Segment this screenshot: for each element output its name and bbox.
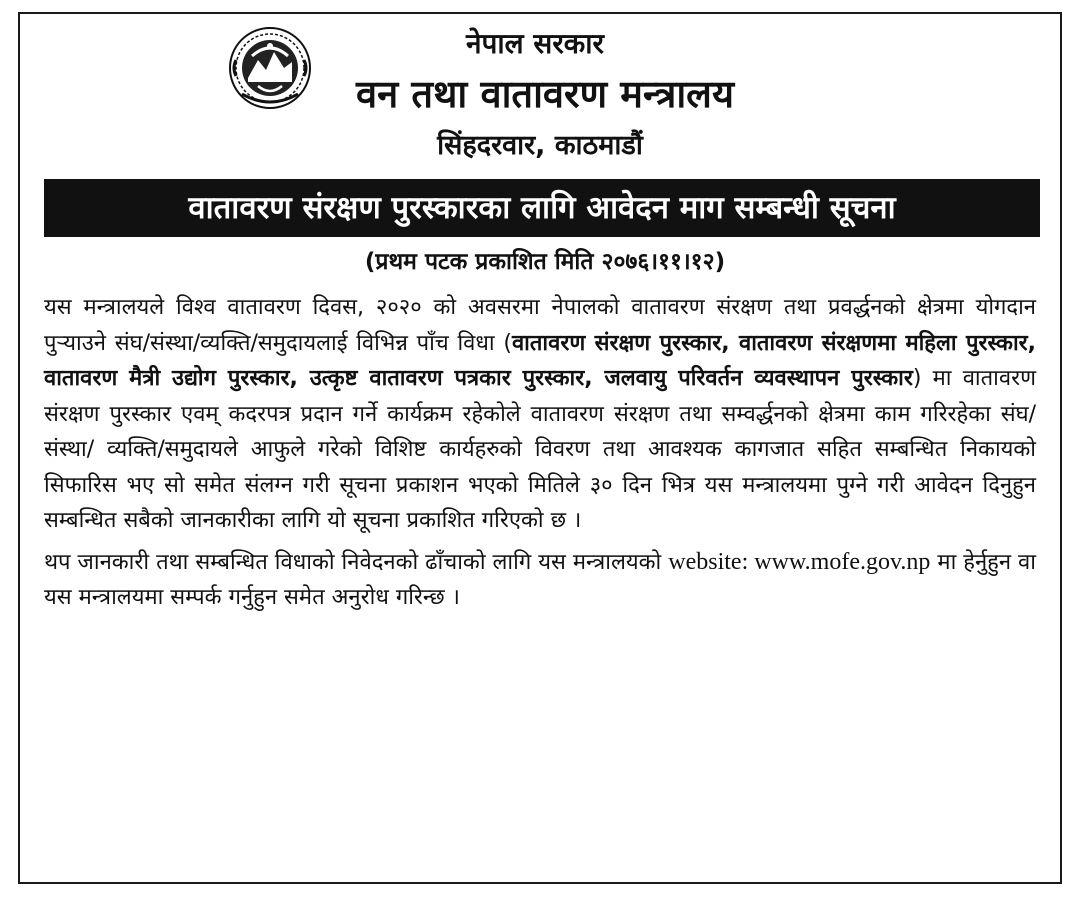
paragraph-2-intro: थप जानकारी तथा सम्बन्धित विधाको निवेदनको ढाँचाको लागि यस मन्त्रालयको bbox=[44, 549, 669, 575]
notice-paragraph-1 bbox=[44, 290, 1036, 539]
paragraph-1-rest: ) मा वातावरण संरक्षण पुरस्कार एवम् कदरपत्र प्रदान गर्ने कार्यक्रम रहेकोले वातावरण संरक्षण तथा सम्वर्द्धनको क्षेत्रमा काम गरिरहेका संघ/संस्था/ व्यक्ति/समुदायले आफुले गरेको विशिष्ट कार्यहरुको विवरण तथा आवश्यक कागजात सहित सम्बन्धित निकायको सिफारिस भए सो समेत संलग्न गरी सूचना प्रकाशन भएको मितिले ३० दिन भित्र यस मन्त्रालयमा पुग्ने गरी आवेदन दिनुहुन सम्बन्धित सबैको जानकारीका लागि यो सूचना प्रकाशित गरिएको छ । bbox=[44, 366, 1036, 533]
award-categories: वातावरण संरक्षण पुरस्कार, वातावरण संरक्षणमा महिला पुरस्कार, वातावरण मैत्री उद्योग पुरस्कार, उत्कृष्ट वातावरण पत्रकार पुरस्कार, जलवायु परिवर्तन व्यवस्थापन पुरस्कार bbox=[44, 330, 1036, 391]
notice-title: वातावरण संरक्षण पुरस्कारका लागि आवेदन माग सम्बन्धी सूचना bbox=[44, 179, 1040, 237]
ministry-location: सिंहदरवार, काठमाडौं bbox=[437, 130, 643, 161]
paragraph-1-intro: यस मन्त्रालयले विश्व वातावरण दिवस, २०२० को अवसरमा नेपालको वातावरण संरक्षण तथा प्रवर्द्धनको क्षेत्रमा योगदान पुऱ्याउने संघ/संस्था/व्यक्ति/समुदायलाई विभिन्न पाँच विधा ( bbox=[44, 295, 1036, 356]
paragraph-2-rest: मा हेर्नुहुन वा यस मन्त्रालयमा सम्पर्क गर्नुहुन समेत अनुरोध गरिन्छ । bbox=[44, 549, 1036, 610]
notice-paragraph-2 bbox=[44, 545, 1036, 616]
published-date: (प्रथम पटक प्रकाशित मिति २०७६।११।१२) bbox=[364, 249, 726, 275]
notice-body bbox=[44, 290, 1036, 616]
website-link[interactable]: website: www.mofe.gov.np bbox=[668, 548, 931, 575]
ministry-name: वन तथा वातावरण मन्त्रालय bbox=[355, 72, 734, 116]
government-name: नेपाल सरकार bbox=[465, 27, 605, 60]
